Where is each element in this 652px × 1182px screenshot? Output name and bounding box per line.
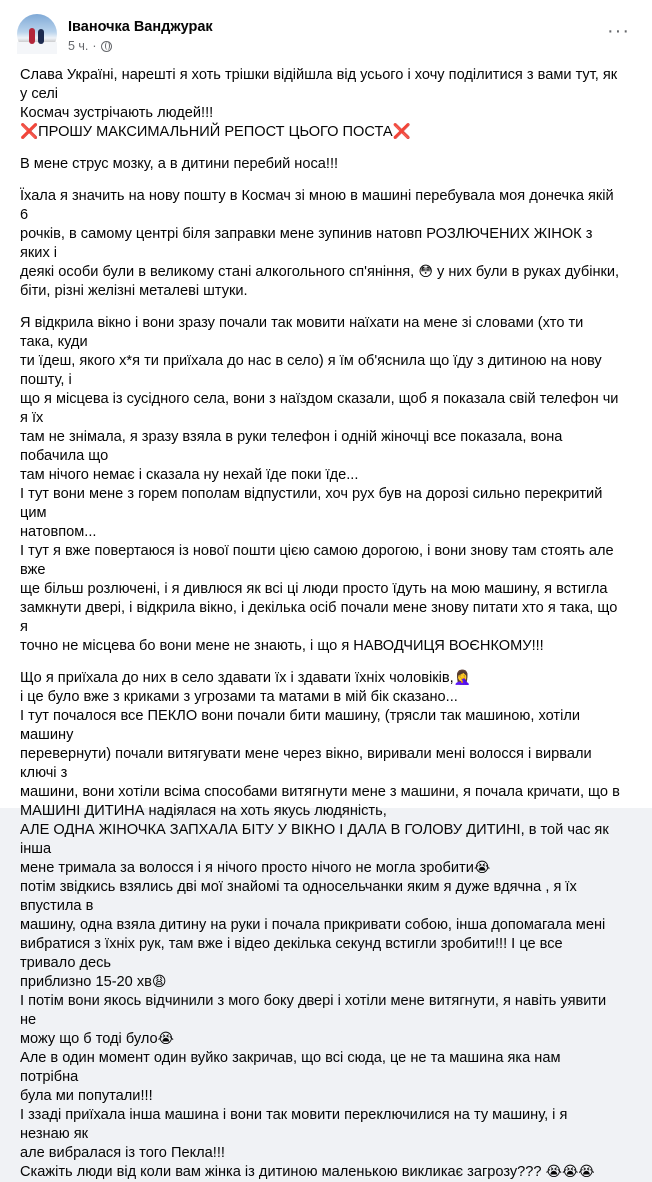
post-line: біти, різні желізні металеві штуки. [20, 283, 248, 299]
post-line: І ззаді приїхала інша машина і вони так мовити переключилися на ту машину, і я незнаю як [20, 1107, 568, 1142]
post-line [20, 1163, 620, 1182]
more-options-icon[interactable]: ··· [607, 20, 630, 42]
post-line: ти їдеш, якого х*я ти приїхала до нас в село) я їм об'яснила що їду з дитиною на нову пошту, і [20, 353, 602, 388]
post-line: вибратися з їхніх рук, там вже і відео декілька секунд встигли зробити!!! І це все тривало десь [20, 936, 563, 971]
post-line: Їхала я значить на нову пошту в Космач зі мною в машині перебувала моя донечка якій 6 [20, 188, 614, 223]
post-line: і це було вже з криками з угрозами та матами в мій бік сказано... [20, 689, 458, 705]
post-line: ще більш розлючені, і я дивлюся як всі ці люди просто їдуть на мою машину, я встигла [20, 581, 608, 597]
post-line [20, 859, 620, 878]
post-line: Я відкрила вікно і вони зразу почали так мовити наїхати на мене зі словами (хто ти така, куди [20, 315, 584, 350]
flushed-face-icon: 😳 [418, 264, 433, 280]
post-text: можу що б тоді було [20, 1031, 158, 1047]
post-line: була ми попутали!!! [20, 1088, 153, 1104]
avatar-figure [29, 28, 35, 44]
post-line: Але в один момент один вуйко закричав, що всі сюда, це не та машина яка нам потрібна [20, 1050, 561, 1085]
post-line: але вибралася із того Пекла!!! [20, 1145, 225, 1161]
post-header [17, 14, 652, 58]
post-line: там не знімала, я зразу взяла в руки телефон і одній жіночці все показала, вона побачила що [20, 429, 563, 464]
post-paragraph [20, 155, 620, 174]
post-text: приблизно 15-20 хв [20, 974, 152, 990]
post-text: ПРОШУ МАКСИМАЛЬНИЙ РЕПОСТ ЦЬОГО ПОСТА [38, 124, 393, 140]
crying-face-icon: 😭 [473, 860, 491, 876]
avatar-snow [17, 42, 57, 54]
post-line [20, 263, 620, 282]
globe-icon[interactable] [101, 41, 112, 52]
post-paragraph [20, 314, 620, 656]
cross-mark-icon: ❌ [20, 124, 39, 140]
post-line: машину, одна взяла дитину на руки і почала прикривати собою, інша допомагала мені [20, 917, 606, 933]
post-line: І потім вони якось відчинили з мого боку двері і хотіли мене витягнути, я навіть уявити не [20, 993, 607, 1028]
post-line [20, 123, 620, 142]
post-text: у них були в руках дубінки, [436, 264, 620, 280]
post-line: І тут я вже повертаюся із нової пошти цією самою дорогою, і вони знову там стоять але вже [20, 543, 614, 578]
post-body [20, 66, 620, 1182]
meta-separator: · [92, 39, 97, 53]
post-text: Скажіть люди від коли вам жінка із дитиною маленькою викликає загрозу??? [20, 1164, 542, 1180]
post-line: перевернути) почали витягувати мене через вікно, виривали мені волосся і вирвали ключі з [20, 746, 592, 781]
post-line: натовпом... [20, 524, 97, 540]
crying-face-icon: 😭 [157, 1031, 174, 1047]
crying-face-icon: 😭😭😭 [545, 1164, 595, 1180]
post-line: Слава Україні, нарешті я хоть трішки відійшла від усього і хочу поділитися з вами тут, як у селі [20, 67, 618, 102]
post-line [20, 1030, 620, 1049]
post-line: В мене струс мозку, а в дитини перебий носа!!! [20, 156, 339, 172]
avatar[interactable] [17, 14, 57, 54]
cross-mark-icon: ❌ [392, 124, 411, 140]
post-line: І тут вони мене з горем пополам відпустили, хоч рух був на дорозі сильно перекритий цим [20, 486, 603, 521]
post-line: машини, вони хотіли всіма способами витягнути мене з машини, я почала кричати, що в [20, 784, 620, 800]
facepalm-icon: 🤦‍♀️ [453, 670, 472, 686]
post-paragraph [20, 66, 620, 142]
post-line: точно не місцева бо вони мене не знають, і що я НАВОДЧИЦЯ ВОЄНКОМУ!!! [20, 638, 544, 654]
post-meta [68, 39, 112, 53]
post-line: що я місцева із сусідного села, вони з наїздом сказали, щоб я показала свій телефон чи я їх [20, 391, 619, 426]
post-paragraph [20, 187, 620, 301]
post-line: рочків, в самому центрі біля заправки мене зупинив натовп РОЗЛЮЧЕНИХ ЖІНОК з яких і [20, 226, 593, 261]
weary-face-icon: 😩 [151, 974, 167, 990]
post-time[interactable]: 5 ч. [68, 39, 89, 53]
post-line: там нічого немає і сказала ну нехай їде поки їде... [20, 467, 359, 483]
post-text: мене тримала за волосся і я нічого просто нічого не могла зробити [20, 860, 474, 876]
post-text: деякі особи були в великому стані алкогольного сп'яніння, [20, 264, 415, 280]
avatar-figure [38, 29, 44, 44]
post-text: Що я приїхала до них в село здавати їх і здавати їхніх чоловіків, [20, 670, 454, 686]
post-line: Космач зустрічають людей!!! [20, 105, 214, 121]
post-line: АЛЕ ОДНА ЖІНОЧКА ЗАПХАЛА БІТУ У ВІКНО І ДАЛА В ГОЛОВУ ДИТИНІ, в той час як інша [20, 822, 609, 857]
post-paragraph [20, 669, 620, 1182]
post-line [20, 669, 620, 688]
post-line [20, 973, 620, 992]
post-line: потім звідкись взялись дві мої знайомі та односельчанки яким я дуже вдячна , я їх впустила в [20, 879, 577, 914]
post-line: І тут почалося все ПЕКЛО вони почали бити машину, (трясли так машиною, хотіли машину [20, 708, 581, 743]
post-line: МАШИНІ ДИТИНА надіялася на хоть якусь людяність, [20, 803, 387, 819]
author-name[interactable]: Іваночка Ванджурак [68, 19, 213, 35]
post-line: замкнути двері, і відкрила вікно, і декілька осіб почали мене знову питати хто я така, що я [20, 600, 618, 635]
